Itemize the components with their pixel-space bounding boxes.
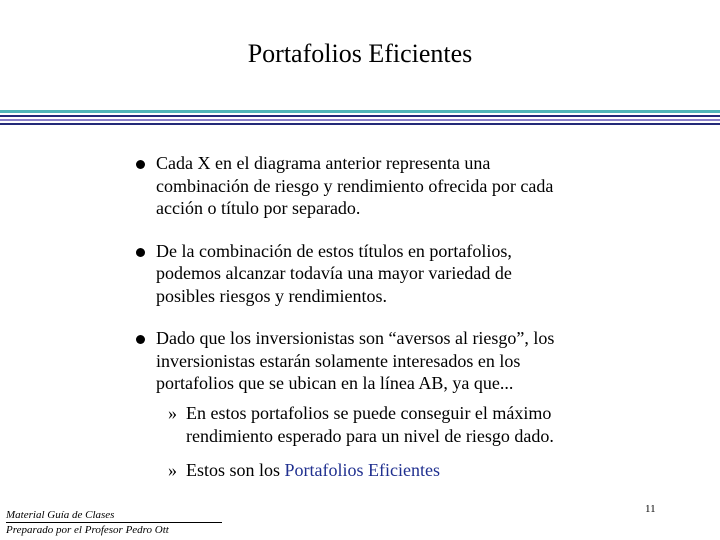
bullet-item [134, 327, 634, 395]
rule-line-bottom [0, 123, 720, 125]
sub-bullet-prefix: Estos son los [186, 460, 285, 480]
bullet-dot-icon [136, 160, 145, 169]
rule-line-top [0, 110, 720, 113]
footer-author: Preparado por el Profesor Pedro Ott [6, 524, 169, 536]
bullet-item [134, 240, 634, 308]
page-number: 11 [645, 503, 656, 515]
bullet-text: Cada X en el diagrama anterior representa una combinación de riesgo y rendimiento ofrecida por cada acción o título por separado. [156, 153, 554, 218]
footer [6, 508, 222, 537]
bullet-item [134, 152, 634, 220]
efficient-portfolios-highlight: Portafolios Eficientes [284, 460, 440, 480]
sub-bullet-text: En estos portafolios se puede conseguir el máximo rendimiento esperado para un nivel de riesgo dado. [186, 403, 554, 446]
slide-title: Portafolios Eficientes [247, 39, 473, 68]
footer-course-material: Material Guía de Clases [6, 508, 222, 523]
sub-bullet-text [168, 459, 638, 482]
bullet-dot-icon [136, 335, 145, 344]
sub-bullet-marker: » [168, 460, 177, 480]
bullet-text: De la combinación de estos títulos en portafolios, podemos alcanzar todavía una mayor variedad de posibles riesgos y rendimientos. [156, 240, 512, 306]
sub-bullet-marker: » [168, 403, 177, 423]
sub-bullet-item [168, 402, 638, 447]
decorative-rule [0, 110, 720, 127]
bullet-list [134, 152, 634, 415]
sub-bullet-item [168, 459, 638, 482]
rule-line-2 [0, 115, 720, 117]
bullet-dot-icon [136, 248, 145, 257]
rule-line-3 [0, 119, 720, 121]
bullet-text: Dado que los inversionistas son “aversos al riesgo”, los inversionistas estarán solamente interesados en los portafolios que se ubican en la línea AB, ya que... [156, 328, 555, 393]
